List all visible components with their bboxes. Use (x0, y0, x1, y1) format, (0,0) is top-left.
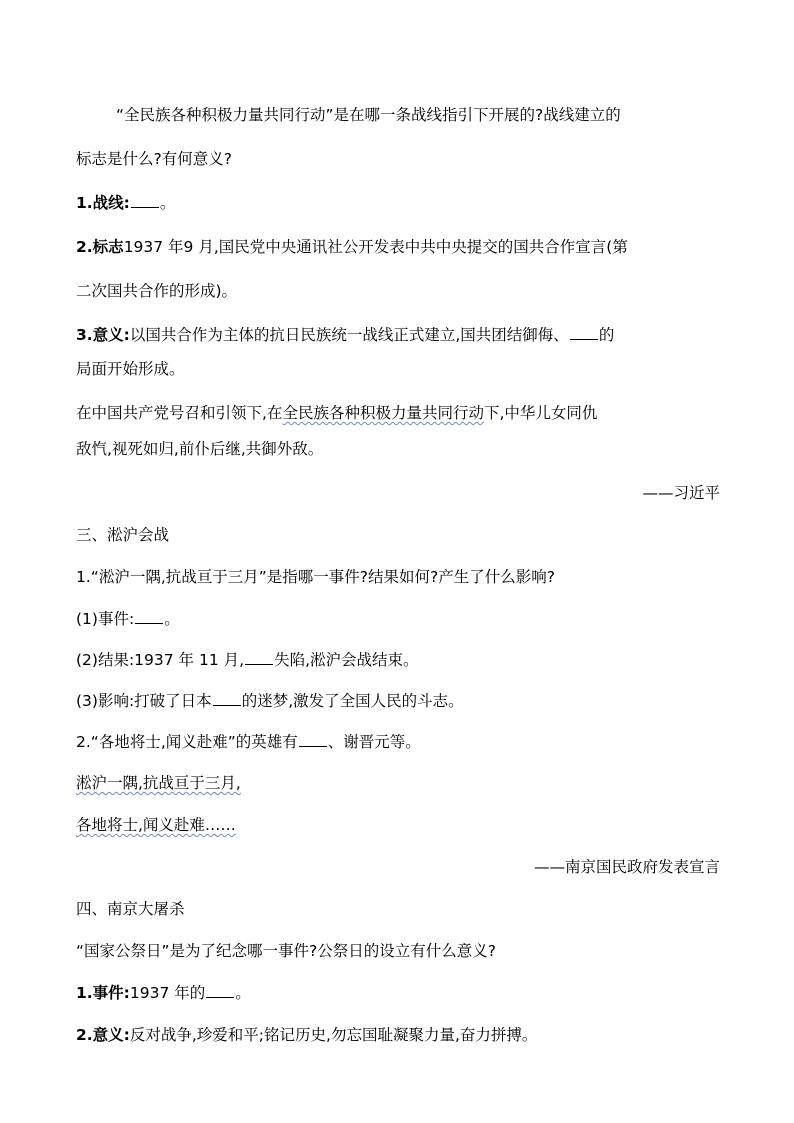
quote-text-a: 在中国共产党号召和引领下,在 (76, 404, 283, 422)
question-heroes-label: 2.“各地将士,闻义赴难”的英雄有 (76, 733, 298, 751)
quote-source-text: ——习近平 (642, 484, 720, 502)
question-heroes (76, 731, 720, 753)
question-memorial-day (76, 940, 720, 962)
answer-significance-end: 的 (598, 326, 615, 344)
poem-line2 (76, 814, 720, 836)
quote-line1 (76, 402, 720, 424)
poem-line1 (76, 772, 720, 794)
answer-impact-label: (3)影响:打破了日本 (76, 692, 212, 710)
fill-blank[interactable] (570, 324, 598, 340)
question-songhu (76, 566, 720, 588)
quote-line2 (76, 438, 720, 460)
answer-impact-end: 的迷梦,激发了全国人民的斗志。 (241, 692, 464, 710)
fill-blank[interactable] (213, 690, 241, 706)
answer-significance-cont (76, 358, 720, 380)
question-text-line1: “全民族各种积极力量共同行动”是在哪一条战线指引下开展的?战线建立的 (116, 106, 621, 124)
poem-source-text: ——南京国民政府发表宣言 (533, 858, 720, 876)
poem-source (76, 856, 720, 878)
answer-significance-text2: 局面开始形成。 (76, 360, 185, 378)
section-heading-songhu (76, 524, 720, 546)
fill-blank[interactable] (206, 982, 234, 998)
answer-significance (76, 324, 720, 346)
answer-memorial-significance (76, 1024, 720, 1046)
question-memorial-text: “国家公祭日”是为了纪念哪一事件?公祭日的设立有什么意义? (76, 942, 497, 960)
fill-blank[interactable] (299, 731, 327, 747)
answer-sign-cont (76, 280, 720, 302)
answer-sign-text2: 二次国共合作的形成)。 (76, 282, 238, 300)
answer-result-label: (2)结果:1937 年 11 月, (76, 651, 245, 669)
quote-text-highlight: 全民族各种积极力量共同行动 (282, 404, 484, 422)
section-heading-text: 四、南京大屠杀 (76, 900, 185, 918)
answer-nanjing-event (76, 982, 720, 1004)
fill-blank[interactable] (135, 608, 163, 624)
section-heading-nanjing (76, 898, 720, 920)
answer-front (76, 192, 720, 214)
fill-blank[interactable] (245, 649, 273, 665)
quote-text-2: 敌忾,视死如归,前仆后继,共御外敌。 (76, 440, 324, 458)
answer-sign-label: 2.标志 (76, 238, 124, 256)
answer-event-end: 。 (164, 610, 180, 628)
question-songhu-text: 1.“淞沪一隅,抗战亘于三月”是指哪一事件?结果如何?产生了什么影响? (76, 568, 555, 586)
quote-text-c: 下,中华儿女同仇 (483, 404, 598, 422)
answer-front-label: 1.战线: (76, 194, 130, 212)
poem-text-2: 各地将士,闻义赴难…… (76, 816, 236, 834)
answer-sign (76, 236, 720, 258)
answer-memorial-label: 2.意义: (76, 1026, 130, 1044)
section-heading-text: 三、淞沪会战 (76, 526, 170, 544)
answer-result-end: 失陷,淞沪会战结束。 (274, 651, 419, 669)
question-united-front (76, 104, 720, 126)
answer-significance-label: 3.意义: (76, 326, 130, 344)
answer-nanjing-event-end: 。 (235, 984, 251, 1002)
question-united-front-cont (76, 148, 720, 170)
fill-blank[interactable] (131, 192, 159, 208)
question-text-line2: 标志是什么?有何意义? (76, 150, 232, 168)
answer-result (76, 649, 720, 671)
question-heroes-end: 、谢晋元等。 (327, 733, 421, 751)
answer-impact (76, 690, 720, 712)
answer-event (76, 608, 720, 630)
answer-nanjing-event-text: 1937 年的 (129, 984, 206, 1002)
answer-significance-text: 以国共合作为主体的抗日民族统一战线正式建立,国共团结御侮、 (129, 326, 569, 344)
answer-sign-text: 1937 年9 月,国民党中央通讯社公开发表中共中央提交的国共合作宣言(第 (123, 238, 628, 256)
answer-nanjing-event-label: 1.事件: (76, 984, 130, 1002)
answer-front-end: 。 (159, 194, 176, 212)
answer-event-label: (1)事件: (76, 610, 135, 628)
answer-memorial-text: 反对战争,珍爱和平;铭记历史,勿忘国耻凝聚力量,奋力拼搏。 (129, 1026, 538, 1044)
poem-text-1: 淞沪一隅,抗战亘于三月, (76, 774, 241, 792)
quote-source (76, 482, 720, 504)
